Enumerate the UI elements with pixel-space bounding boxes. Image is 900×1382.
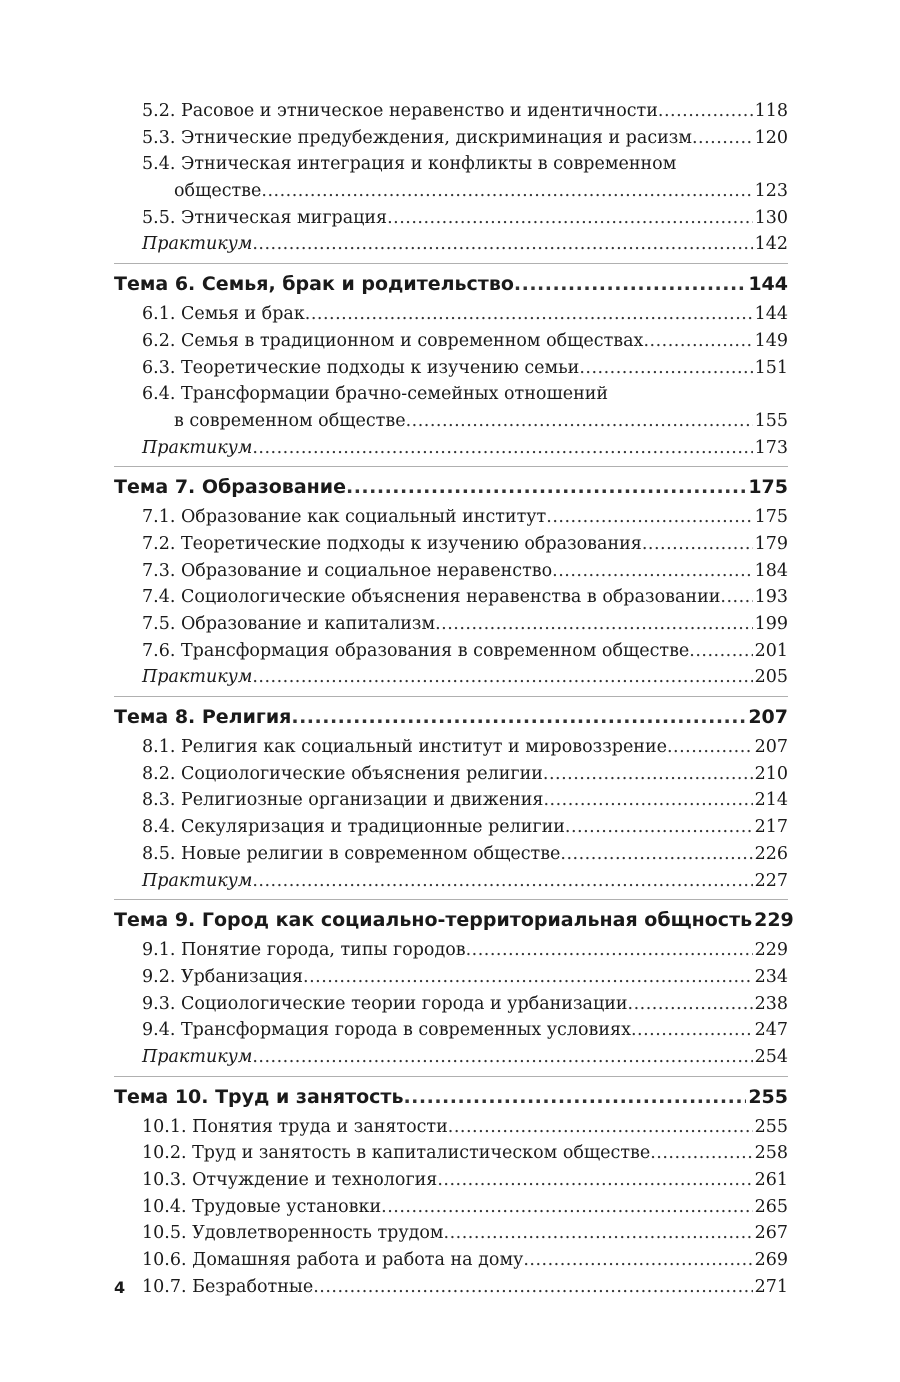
toc-entry-praktikum-6: Практикум ..... 173 — [114, 435, 788, 462]
toc-entry-7-2: 7.2. Теоретические подходы к изучению образования ..... 179 — [114, 531, 788, 558]
toc-entry-10-4: 10.4. Трудовые установки ..... 265 — [114, 1194, 788, 1221]
toc-entry-7-5: 7.5. Образование и капитализм ..... 199 — [114, 611, 788, 638]
toc-entry-5-3: 5.3. Этнические предубеждения, дискриминация и расизм ..... 120 — [114, 125, 788, 152]
toc-topic-9: Тема 9. Город как социально-территориальная общность 229 — [114, 909, 794, 932]
section-divider — [114, 1076, 788, 1077]
toc-entry-10-3: 10.3. Отчуждение и технология ..... 261 — [114, 1167, 788, 1194]
toc-entry-5-4-line2: обществе ..... 123 — [114, 178, 788, 205]
toc-entry-8-1: 8.1. Религия как социальный институт и мировоззрение ..... 207 — [114, 734, 788, 761]
toc-entry-praktikum-8: Практикум ..... 227 — [114, 868, 788, 895]
toc-entry-8-4: 8.4. Секуляризация и традиционные религии ..... 217 — [114, 814, 788, 841]
toc-entry-6-2: 6.2. Семья в традиционном и современном обществах ..... 149 — [114, 328, 788, 355]
section-divider — [114, 466, 788, 467]
toc-entry-6-3: 6.3. Теоретические подходы к изучению семьи ..... 151 — [114, 355, 788, 382]
toc-topic-7: Тема 7. Образование ..... 175 — [114, 470, 788, 504]
toc-entry-9-3: 9.3. Социологические теории города и урбанизации ..... 238 — [114, 991, 788, 1018]
toc-entry-6-4-line1: 6.4. Трансформации брачно-семейных отношений — [142, 384, 609, 405]
toc-entry-6-1: 6.1. Семья и брак ..... 144 — [114, 301, 788, 328]
toc-topic-10: Тема 10. Труд и занятость ..... 255 — [114, 1080, 788, 1114]
toc-entry-8-2: 8.2. Социологические объяснения религии ..... 210 — [114, 761, 788, 788]
toc-entry-9-2: 9.2. Урбанизация ..... 234 — [114, 964, 788, 991]
section-divider — [114, 696, 788, 697]
toc-entry-5-4-line1: 5.4. Этническая интеграция и конфликты в современном — [142, 154, 677, 175]
toc-entry-praktikum-7: Практикум ..... 205 — [114, 664, 788, 691]
toc-entry-7-3: 7.3. Образование и социальное неравенство ..... 184 — [114, 558, 788, 585]
toc-entry-5-5: 5.5. Этническая миграция ..... 130 — [114, 205, 788, 232]
toc-entry-10-1: 10.1. Понятия труда и занятости ..... 255 — [114, 1114, 788, 1141]
toc-entry-7-1: 7.1. Образование как социальный институт ..... 175 — [114, 504, 788, 531]
toc-topic-6: Тема 6. Семья, брак и родительство ..... 144 — [114, 267, 788, 301]
toc-entry-praktikum-5: Практикум ..... 142 — [114, 231, 788, 258]
toc-entry-10-6: 10.6. Домашняя работа и работа на дому ..... 269 — [114, 1247, 788, 1274]
toc-entry-7-6: 7.6. Трансформация образования в современном обществе ..... 201 — [114, 638, 788, 665]
toc-entry-9-4: 9.4. Трансформация города в современных условиях ..... 247 — [114, 1017, 788, 1044]
toc-entry-5-2: 5.2. Расовое и этническое неравенство и идентичности ..... 118 — [114, 98, 788, 125]
toc-entry-7-4: 7.4. Социологические объяснения неравенства в образовании ..... 193 — [114, 584, 788, 611]
toc-entry-praktikum-9: Практикум ..... 254 — [114, 1044, 788, 1071]
table-of-contents — [114, 98, 794, 1300]
toc-entry-10-7: 10.7. Безработные ..... 271 — [114, 1274, 788, 1301]
page-number: 4 — [114, 1278, 126, 1297]
section-divider — [114, 899, 788, 900]
toc-entry-8-5: 8.5. Новые религии в современном обществе ..... 226 — [114, 841, 788, 868]
toc-topic-8: Тема 8. Религия ..... 207 — [114, 700, 788, 734]
toc-entry-6-4-line2: в современном обществе ..... 155 — [114, 408, 788, 435]
toc-entry-10-5: 10.5. Удовлетворенность трудом ..... 267 — [114, 1220, 788, 1247]
toc-entry-10-2: 10.2. Труд и занятость в капиталистическом обществе ..... 258 — [114, 1140, 788, 1167]
section-divider — [114, 263, 788, 264]
toc-entry-8-3: 8.3. Религиозные организации и движения ..... 214 — [114, 787, 788, 814]
toc-entry-9-1: 9.1. Понятие города, типы городов ..... 229 — [114, 937, 788, 964]
